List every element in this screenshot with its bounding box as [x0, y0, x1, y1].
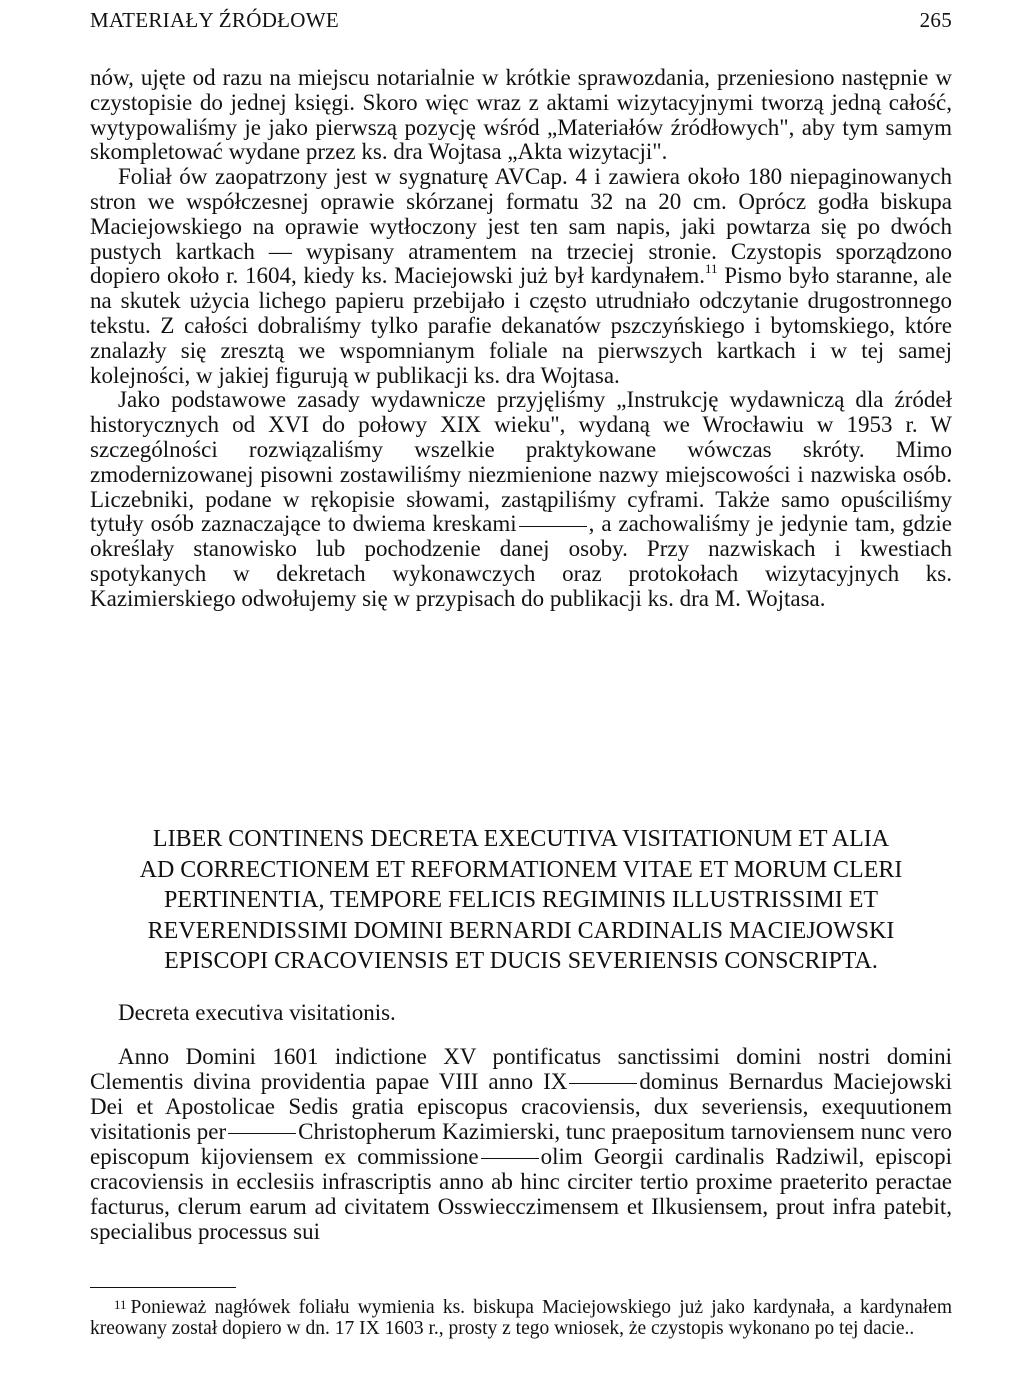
latin-part-2: dominus Bernardus Maciejowski Dei et Apostolicae Sedis gratia episcopus cracoviensis, dux severiensis, exequutionem visitationis per: [90, 1069, 952, 1144]
heading-line: REVERENDISSIMI DOMINI BERNARDI CARDINALIS MACIEJOWSKI: [147, 917, 895, 944]
page-number: 265: [919, 8, 952, 32]
omission-dash: [569, 1083, 637, 1084]
intro-paragraph-3-continued: , a zachowaliśmy je jedynie tam, gdzie określały stanowisko lub pochodzenie danej osoby. Przy nazwiskach i kwestiach spotykanych w dekretach wykonawczych oraz protokołach wizytacyjnych ks. Kazimierskiego odwołujemy się w przypisach do publikacji ks. dra M. Wojtasa.: [90, 511, 952, 611]
omission-dash: [228, 1133, 296, 1134]
footnote-rule: [90, 1287, 236, 1288]
intro-paragraph-3: [90, 388, 952, 611]
intro-paragraph-1: nów, ujęte od razu na miejscu notarialnie w krótkie sprawozdania, przeniesiono następnie w czystopisie do jednej księgi. Skoro więc wraz z aktami wizytacyjnymi tworzą jedną całość, wytypowaliśmy je jako pierwszą pozycję wśród „Materiałów źródłowych", aby tym samym skompletować wydane przez ks. dra Wojtasa „Akta wizytacji".: [90, 65, 952, 165]
running-header: [90, 8, 952, 38]
intro-paragraph-2: [90, 165, 952, 388]
latin-paragraph: [90, 1044, 952, 1244]
intro-paragraph-2-continued: Pismo było staranne, ale na skutek użycia lichego papieru przebijało i często utrudniało odczytanie drugostronnego tekstu. Z całości dobraliśmy tylko parafie dekanatów pszczyńskiego i bytomskiego, które znalazły się zresztą we wspomnianym foliale na pierwszych kartkach i w tej samej kolejności, w jakiej figurują w publikacji ks. dra Wojtasa.: [90, 263, 952, 388]
section-heading: [90, 824, 952, 977]
double-dash-mark: [519, 526, 587, 527]
footnote-text: Ponieważ nagłówek foliału wymienia ks. biskupa Maciejowskiego już jako kardynała, a kardynałem kreowany został dopiero w dn. 17 IX 1603 r., prosty z tego wniosek, że czystopis wykonano po tej dacie..: [90, 1297, 952, 1339]
latin-part-1: Anno Domini 1601 indictione XV pontificatus sanctissimi domini nostri domini Clementis divina providentia papae VIII anno IX: [90, 1044, 952, 1094]
latin-part-4: olim Georgii cardinalis Radziwil, episcopi cracoviensis in ecclesiis infrascriptis anno ab hinc circiter tertio proxime praeterito peractae facturus, clerum earum ad civitatem Osswiecczimensem et Ilkusiensem, prout infra patebit, specialibus processus sui: [90, 1144, 953, 1244]
intro-paragraph-2-text: Foliał ów zaopatrzony jest w sygnaturę AVCap. 4 i zawiera około 180 niepaginowanych stron we współczesnej oprawie skórzanej formatu 32 na 20 cm. Oprócz godła biskupa Maciejowskiego na oprawie wytłoczony jest ten sam napis, jaki powtarza się po dwóch pustych kartkach — wypisany atramentem na trzeciej stronie. Czystopis sporządzono dopiero około r. 1604, kiedy ks. Maciejowski już był kardynałem.: [90, 164, 952, 289]
heading-line: EPISCOPI CRACOVIENSIS ET DUCIS SEVERIENSIS CONSCRIPTA.: [164, 948, 878, 974]
intro-paragraph-3-text: Jako podstawowe zasady wydawnicze przyjęliśmy „Instrukcję wydawniczą dla źródeł historycznych od XVI do połowy XIX wieku", wydaną we Wrocławiu w 1953 r. W szczególności rozwiązaliśmy wszelkie praktykowane wówczas skróty. Mimo zmodernizowanej pisowni zostawiliśmy niezmienione nazwy miejscowości i nazwiska osób. Liczebniki, podane w rękopisie słowami, zastąpiliśmy cyframi. Także samo opuściliśmy tytuły osób zaznaczające to dwiema kreskami: [90, 387, 952, 537]
heading-line: AD CORRECTIONEM ET REFORMATIONEM VITAE ET MORUM CLERI: [139, 856, 903, 883]
subheading: Decreta executiva visitationis.: [118, 1000, 396, 1025]
intro-text: [90, 66, 952, 612]
latin-part-3: Christopherum Kazimierski, tunc praepositum tarnoviensem nunc vero episcopum kijoviensem ex commissione: [90, 1119, 952, 1169]
heading-line: PERTINENTIA, TEMPORE FELICIS REGIMINIS ILLUSTRISSIMI ET: [163, 887, 879, 913]
omission-dash: [481, 1158, 539, 1159]
footnote-mark: 11: [114, 1297, 127, 1312]
latin-text: [90, 1044, 952, 1244]
heading-line: LIBER CONTINENS DECRETA EXECUTIVA VISITATIONUM ET ALIA: [152, 826, 890, 852]
footnote: [90, 1294, 952, 1339]
footnote-reference: 11: [704, 261, 718, 277]
header-title: MATERIAŁY ŹRÓDŁOWE: [90, 8, 340, 32]
